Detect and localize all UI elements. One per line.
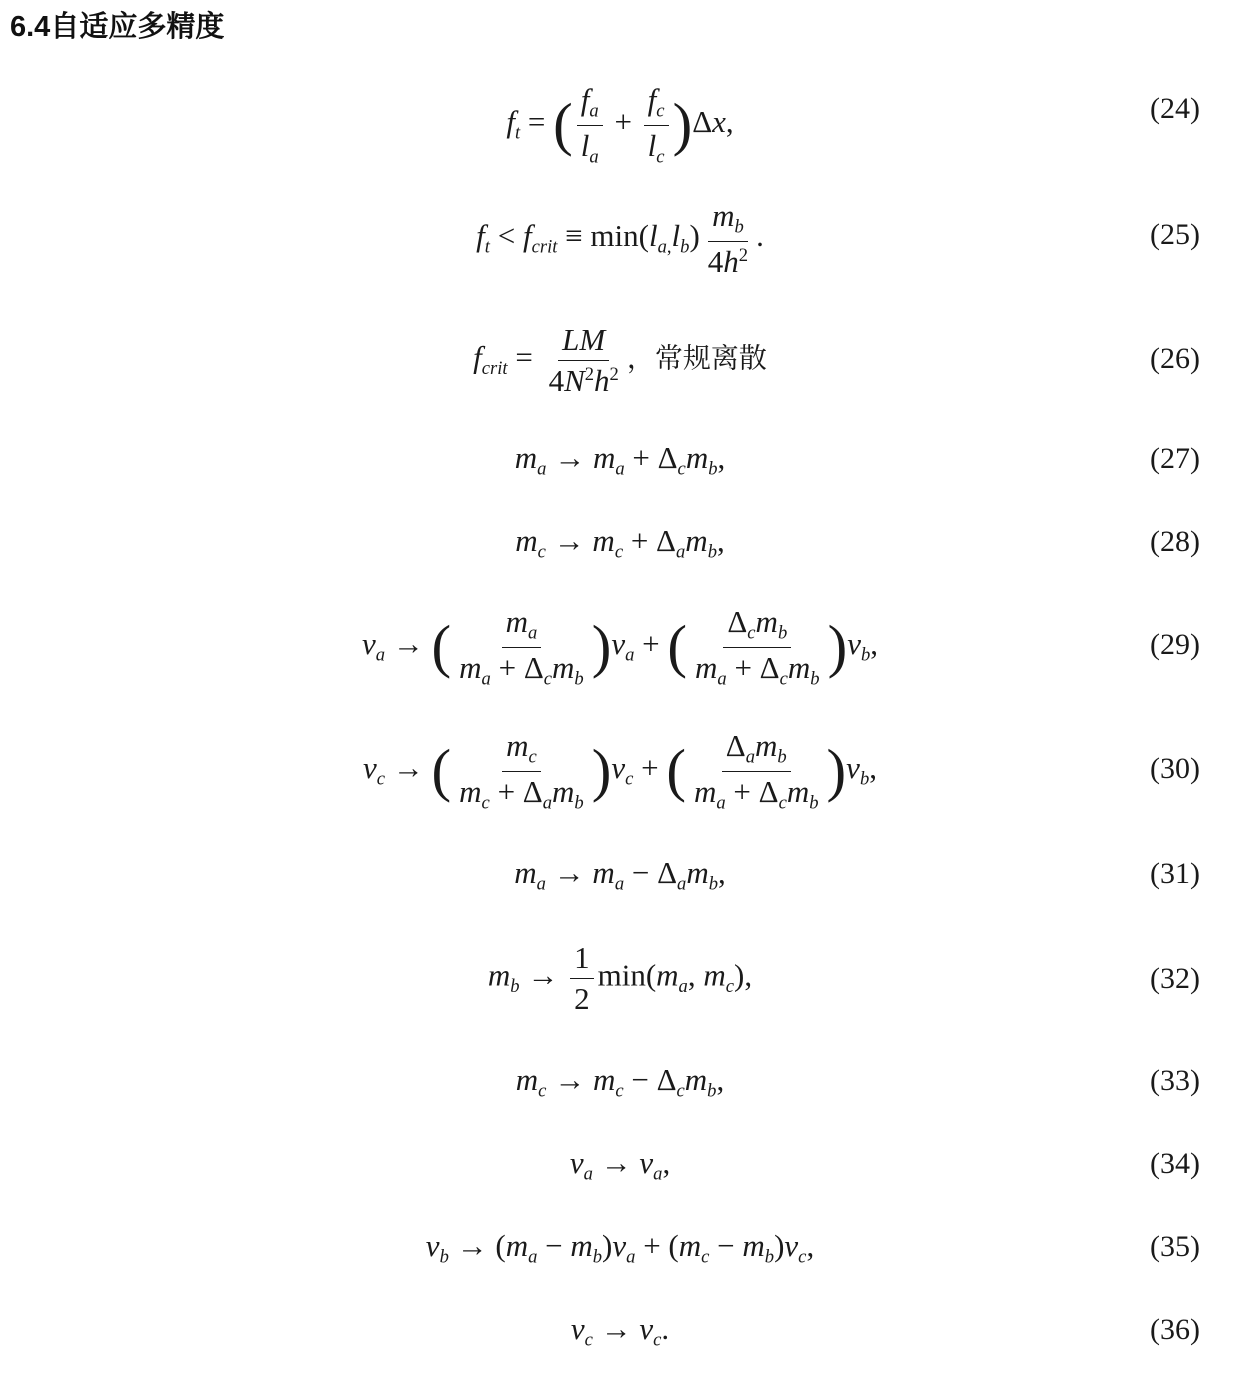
equation-34: $\nu_a \to \nu_a$, (34)	[569, 1145, 1200, 1185]
equation-number: (34)	[1150, 1147, 1200, 1180]
equation-number: (35)	[1150, 1230, 1200, 1263]
equation-number: (32)	[1150, 962, 1200, 995]
equation-28: $m_c \to m_c + \Delta_am_b$, (28)	[515, 523, 1200, 563]
equation-36: $\nu_c \to \nu_c$. (36)	[570, 1311, 1200, 1351]
equation-26: $f_{crit}$ = $\frac{LM}{4N^2h^2}$ ，常规离散 (26)	[473, 322, 1200, 398]
equation-25: $f_t < f_{crit} \equiv \min(l_{a,}l_b)$ $\frac{m_b}{4h^2}$ . (25)	[476, 198, 1200, 279]
equation-29: $\nu_a$ → ( $\frac{m_a}{m_a + \Delta_cm_b}$ )$\nu_a$ + ( $\frac{\Delta_cm_b}{m_a + \Delta_cm_b}$ )$\nu_b$, (29)	[361, 604, 1200, 689]
conventional-discretization-text: ，常规离散	[626, 341, 767, 375]
equation-24: $f_t$ = ( $\frac{f_a}{l_a}$ + $\frac{f_c}{l_c}$ )Δx, (24)	[506, 82, 1200, 167]
equation-number: (24)	[1150, 92, 1200, 125]
equation-number: (29)	[1150, 628, 1200, 661]
section-heading: 6.4自适应多精度	[10, 11, 225, 43]
equation-33: $m_c \to m_c - \Delta_cm_b$, (33)	[515, 1062, 1200, 1102]
equation-number: (33)	[1150, 1064, 1200, 1097]
equation-number: (27)	[1150, 442, 1200, 475]
equation-number: (26)	[1150, 342, 1200, 375]
equation-number: (31)	[1150, 857, 1200, 890]
equation-number: (30)	[1150, 752, 1200, 785]
equation-35: $\nu_b \to (m_a - m_b)\nu_a + (m_c - m_b)\nu_c$, (35)	[425, 1228, 1200, 1268]
equation-32: $m_b$ → $\frac{1}{2}$ $\min(m_a$, $m_c$), (32)	[487, 940, 1200, 1016]
equation-30: $\nu_c$ → ( $\frac{m_c}{m_c + \Delta_am_b}$ )$\nu_c$ + ( $\frac{\Delta_am_b}{m_a + \Delta_cm_b}$ )$\nu_b$, (30)	[363, 728, 1200, 813]
equation-number: (28)	[1150, 525, 1200, 558]
equation-27: $m_a \to m_a + \Delta_cm_b$, (27)	[514, 440, 1200, 480]
equation-number: (25)	[1150, 218, 1200, 251]
equation-number: (36)	[1150, 1313, 1200, 1346]
equation-31: $m_a \to m_a - \Delta_am_b$, (31)	[514, 855, 1200, 895]
